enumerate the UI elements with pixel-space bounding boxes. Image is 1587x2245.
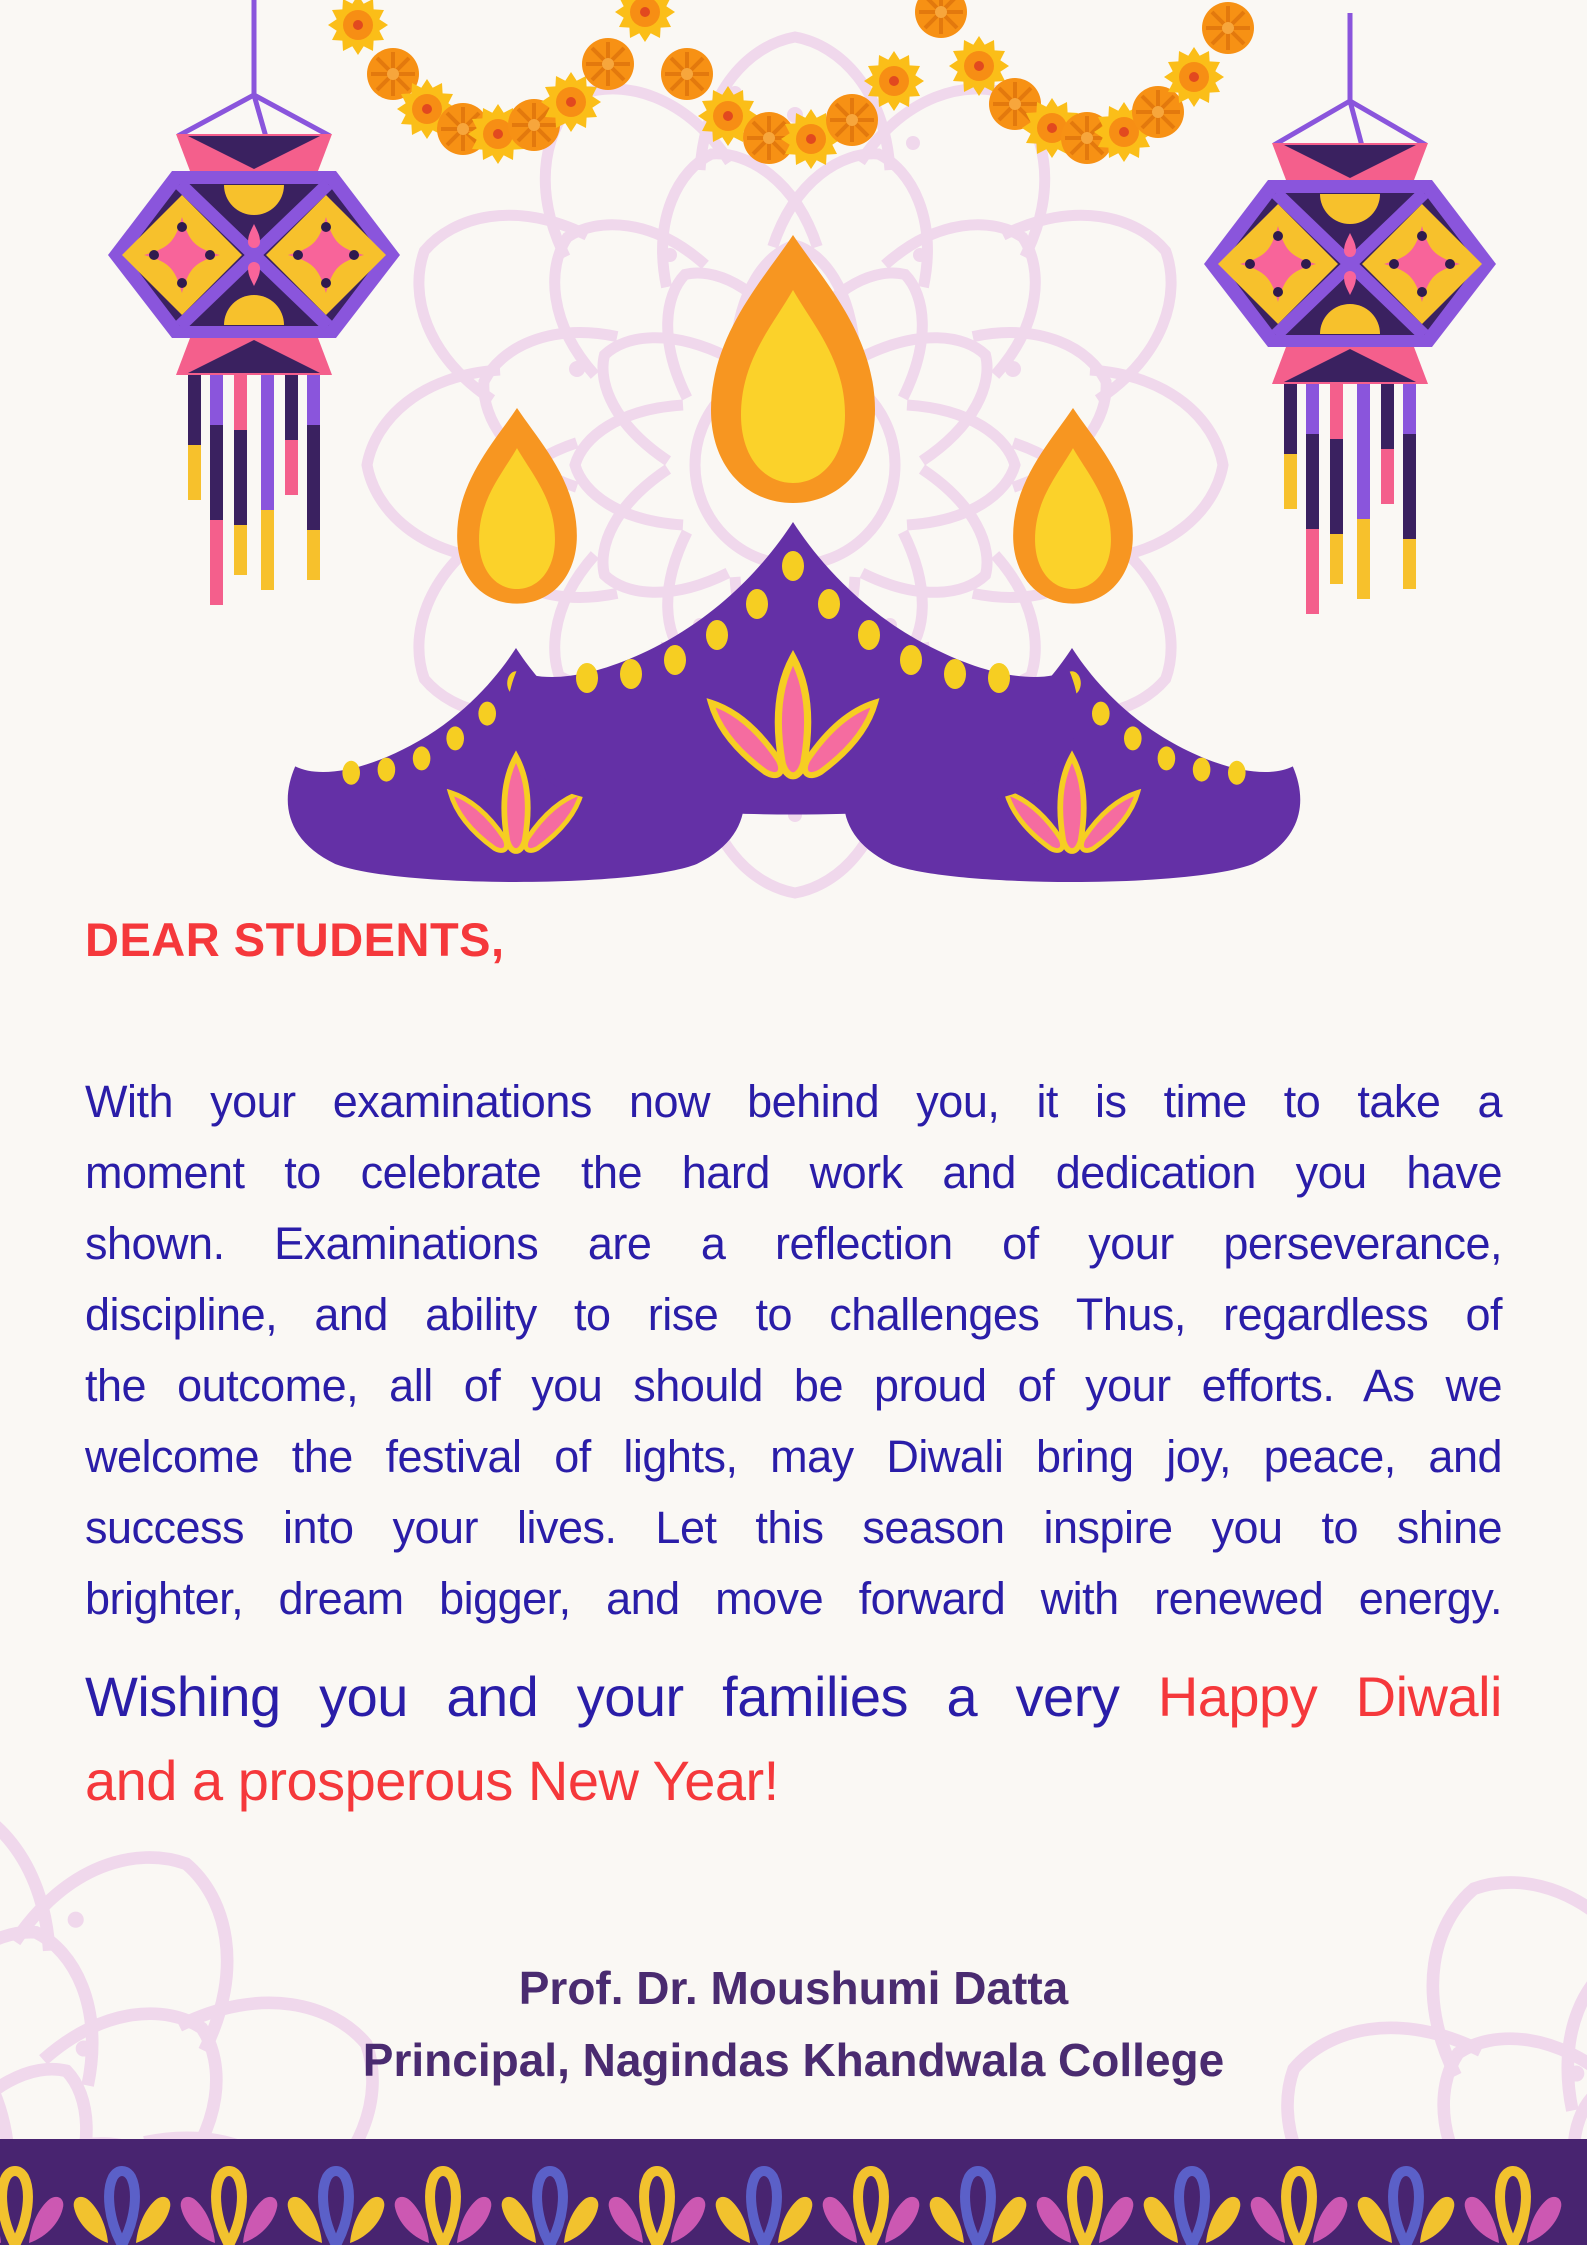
wish-text — [85, 1655, 1502, 1823]
wish-line-1 — [85, 1655, 1502, 1739]
signature-block — [0, 1952, 1587, 2096]
message-line: shown. Examinations are a reflection of your perseverance, — [85, 1218, 1502, 1269]
message-line: moment to celebrate the hard work and dedication you have — [85, 1147, 1502, 1198]
message-line: discipline, and ability to rise to challenges Thus, regardless of — [85, 1289, 1502, 1340]
signature-name: Prof. Dr. Moushumi Datta — [518, 1962, 1069, 2014]
message-paragraph — [85, 1066, 1502, 1634]
signature-title: Principal, Nagindas Khandwala College — [362, 2034, 1225, 2086]
message-line: With your examinations now behind you, it is time to take a — [85, 1076, 1502, 1127]
wish-red-text: Happy Diwali — [1157, 1665, 1502, 1728]
message-line: the outcome, all of you should be proud of your efforts. As we — [85, 1360, 1502, 1411]
greeting-heading: DEAR STUDENTS, — [85, 913, 505, 966]
message-line: success into your lives. Let this season inspire you to shine — [85, 1502, 1502, 1553]
wish-blue-text: Wishing you and your families a very — [85, 1665, 1158, 1728]
wish-line-2: and a prosperous New Year! — [85, 1749, 779, 1812]
message-line: welcome the festival of lights, may Diwali bring joy, peace, and — [85, 1431, 1502, 1482]
message-line: brighter, dream bigger, and move forward with renewed energy. — [85, 1573, 1502, 1624]
